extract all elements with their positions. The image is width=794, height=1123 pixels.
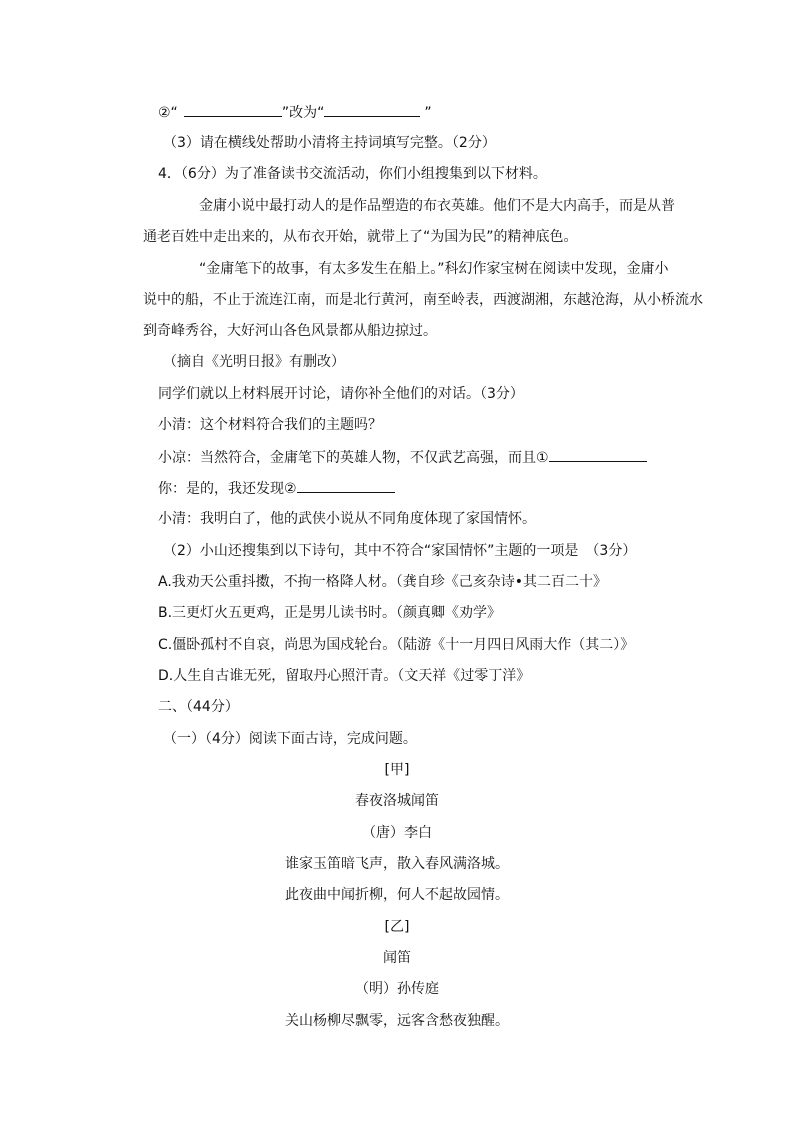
poem-title: 春夜洛城闻笛 (355, 793, 439, 809)
poem-label-yi: [乙] (384, 919, 410, 935)
option-a: A.我劝天公重抖擞，不拘一格降人材。（龚自珍《己亥杂诗•其二百二十》 (158, 574, 608, 590)
passage-line: “金庸笔下的故事，有太多发生在船上。”科幻作家宝树在阅读中发现，金庸小 (199, 261, 669, 277)
poem-title: 闻笛 (383, 950, 411, 966)
option-c: C.僵卧孤村不自哀，尚思为国戍轮台。（陆游《十一月四日风雨大作（其二）》 (158, 637, 635, 653)
section-heading: 二、（44分） (158, 699, 239, 715)
question-3-text: （3）请在横线处帮助小清将主持词填写完整。（2分） (163, 135, 496, 151)
option-b: B.三更灯火五更鸡，正是男儿读书时。（颜真卿《劝学》 (158, 605, 502, 621)
blank-line[interactable] (549, 447, 647, 462)
poem-author: （唐）李白 (362, 825, 432, 841)
poem-line: 关山杨柳尽飘零，远客含愁夜独醒。 (285, 1013, 509, 1029)
blank-line[interactable] (324, 102, 420, 117)
subsection-heading: （一）（4分）阅读下面古诗，完成问题。 (163, 731, 417, 747)
option-d: D.人生自古谁无死，留取丹心照汗青。（文天祥《过零丁洋》 (158, 668, 531, 684)
poem-label-jia: [甲] (384, 762, 410, 778)
dialogue-line: 小凉：当然符合，金庸笔下的英雄人物，不仅武艺高强，而且① (158, 447, 647, 468)
passage-line: 通老百姓中走出来的，从布衣开始，就带上了“为国为民”的精神底色。 (143, 229, 578, 245)
passage-line: 到奇峰秀谷，大好河山各色风景都从船边掠过。 (143, 323, 437, 339)
blank-line[interactable] (297, 478, 395, 493)
answer-line-2: ②“ ”改为“ ” (158, 102, 432, 123)
poem-author: （明）孙传庭 (355, 981, 439, 997)
passage-line: 说中的船，不止于流连江南，而是北行黄河，南至岭表，西渡湖湘，东越沧海，从小桥流水 (143, 292, 703, 308)
question-2-text: （2）小山还搜集到以下诗句，其中不符合“家国情怀”主题的一项是 （3分） (163, 543, 637, 559)
source-note: （摘自《光明日报》有删改） (163, 354, 345, 370)
passage-line: 金庸小说中最打动人的是作品塑造的布衣英雄。他们不是大内高手，而是从普 (199, 198, 675, 214)
instruction-text: 同学们就以上材料展开讨论，请你补全他们的对话。（3分） (158, 386, 524, 402)
dialogue-line: 你：是的，我还发现② (158, 478, 395, 499)
dialogue-line: 小清：这个材料符合我们的主题吗？ (158, 417, 382, 433)
dialogue-line: 小清：我明白了，他的武侠小说从不同角度体现了家国情怀。 (158, 511, 536, 527)
poem-line: 此夜曲中闻折柳，何人不起故园情。 (285, 887, 509, 903)
question-4-text: 4．（6分）为了准备读书交流活动，你们小组搜集到以下材料。 (158, 166, 547, 182)
blank-line[interactable] (184, 102, 282, 117)
poem-line: 谁家玉笛暗飞声，散入春风满洛城。 (285, 856, 509, 872)
